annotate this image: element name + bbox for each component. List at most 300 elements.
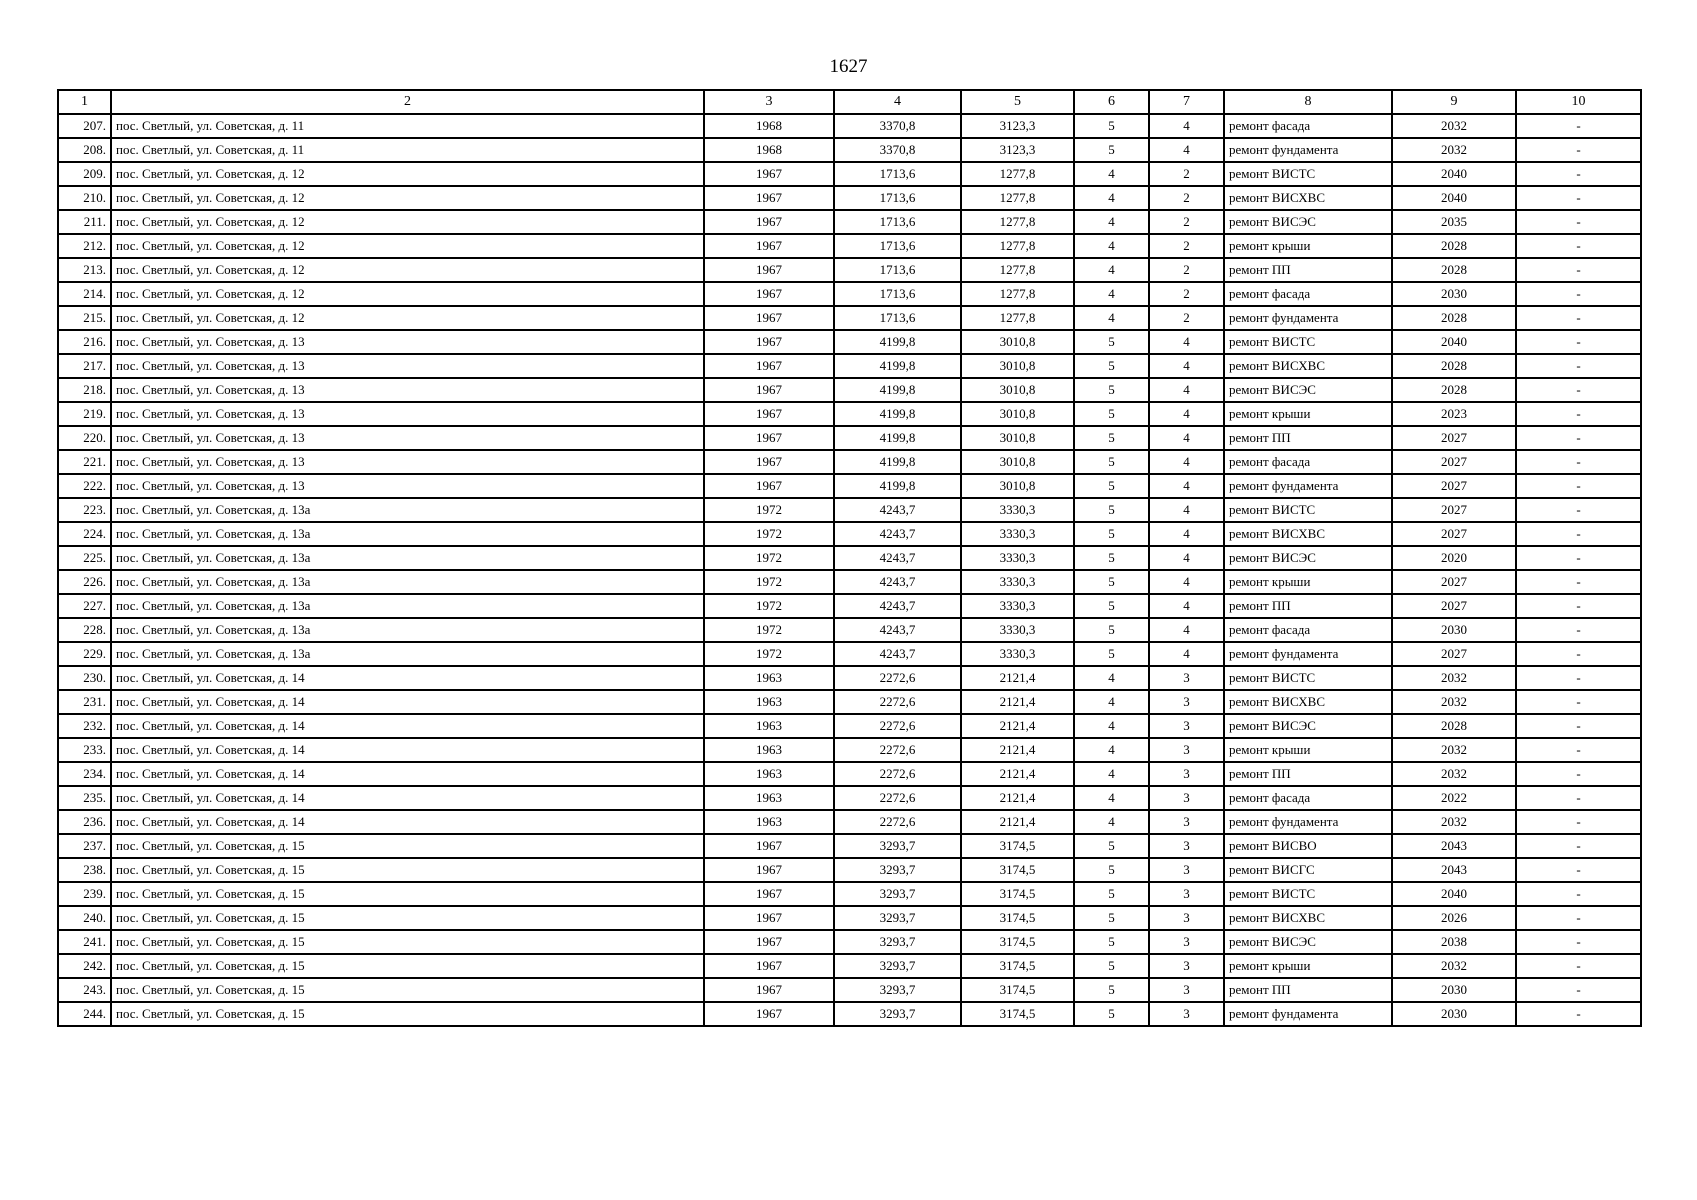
- total-area-cell: 1713,6: [834, 186, 961, 210]
- entrances-cell: 4: [1149, 402, 1224, 426]
- floors-cell: 5: [1074, 330, 1149, 354]
- note-cell: -: [1516, 450, 1641, 474]
- work-type-cell: ремонт крыши: [1224, 402, 1392, 426]
- year-built-cell: 1967: [704, 474, 834, 498]
- total-area-cell: 3293,7: [834, 858, 961, 882]
- planned-year-cell: 2027: [1392, 474, 1516, 498]
- work-type-cell: ремонт ВИСЭС: [1224, 378, 1392, 402]
- table-row: [58, 1002, 1641, 1026]
- year-built-cell: 1972: [704, 618, 834, 642]
- table-row: [58, 714, 1641, 738]
- work-type-cell: ремонт ВИСТС: [1224, 330, 1392, 354]
- entrances-cell: 4: [1149, 618, 1224, 642]
- column-header-2: 2: [111, 90, 704, 114]
- row-number-cell: 232.: [58, 714, 111, 738]
- work-type-cell: ремонт фундамента: [1224, 306, 1392, 330]
- planned-year-cell: 2027: [1392, 498, 1516, 522]
- floors-cell: 4: [1074, 186, 1149, 210]
- table-row: [58, 594, 1641, 618]
- living-area-cell: 3010,8: [961, 402, 1074, 426]
- living-area-cell: 3010,8: [961, 330, 1074, 354]
- planned-year-cell: 2032: [1392, 690, 1516, 714]
- row-number-cell: 212.: [58, 234, 111, 258]
- year-built-cell: 1963: [704, 714, 834, 738]
- row-number-cell: 222.: [58, 474, 111, 498]
- planned-year-cell: 2027: [1392, 594, 1516, 618]
- living-area-cell: 3330,3: [961, 522, 1074, 546]
- floors-cell: 5: [1074, 522, 1149, 546]
- planned-year-cell: 2038: [1392, 930, 1516, 954]
- floors-cell: 5: [1074, 450, 1149, 474]
- address-cell: пос. Светлый, ул. Советская, д. 15: [111, 858, 704, 882]
- year-built-cell: 1972: [704, 594, 834, 618]
- living-area-cell: 3174,5: [961, 930, 1074, 954]
- table-row: [58, 474, 1641, 498]
- total-area-cell: 2272,6: [834, 690, 961, 714]
- year-built-cell: 1963: [704, 810, 834, 834]
- row-number-cell: 231.: [58, 690, 111, 714]
- note-cell: -: [1516, 690, 1641, 714]
- row-number-cell: 207.: [58, 114, 111, 138]
- planned-year-cell: 2020: [1392, 546, 1516, 570]
- planned-year-cell: 2027: [1392, 642, 1516, 666]
- row-number-cell: 240.: [58, 906, 111, 930]
- entrances-cell: 4: [1149, 378, 1224, 402]
- year-built-cell: 1967: [704, 426, 834, 450]
- living-area-cell: 3010,8: [961, 450, 1074, 474]
- floors-cell: 5: [1074, 378, 1149, 402]
- floors-cell: 5: [1074, 114, 1149, 138]
- floors-cell: 4: [1074, 738, 1149, 762]
- work-type-cell: ремонт ВИСТС: [1224, 498, 1392, 522]
- row-number-cell: 244.: [58, 1002, 111, 1026]
- entrances-cell: 4: [1149, 474, 1224, 498]
- table-row: [58, 498, 1641, 522]
- row-number-cell: 219.: [58, 402, 111, 426]
- planned-year-cell: 2040: [1392, 162, 1516, 186]
- table-row: [58, 162, 1641, 186]
- floors-cell: 5: [1074, 1002, 1149, 1026]
- total-area-cell: 3293,7: [834, 978, 961, 1002]
- address-cell: пос. Светлый, ул. Советская, д. 12: [111, 234, 704, 258]
- table-row: [58, 234, 1641, 258]
- planned-year-cell: 2032: [1392, 138, 1516, 162]
- note-cell: -: [1516, 954, 1641, 978]
- work-type-cell: ремонт ПП: [1224, 594, 1392, 618]
- table-row: [58, 858, 1641, 882]
- entrances-cell: 3: [1149, 738, 1224, 762]
- address-cell: пос. Светлый, ул. Советская, д. 13а: [111, 522, 704, 546]
- planned-year-cell: 2027: [1392, 450, 1516, 474]
- address-cell: пос. Светлый, ул. Советская, д. 14: [111, 666, 704, 690]
- row-number-cell: 243.: [58, 978, 111, 1002]
- row-number-cell: 208.: [58, 138, 111, 162]
- work-type-cell: ремонт ПП: [1224, 978, 1392, 1002]
- work-type-cell: ремонт ВИСТС: [1224, 162, 1392, 186]
- work-type-cell: ремонт ВИСХВС: [1224, 522, 1392, 546]
- living-area-cell: 3123,3: [961, 138, 1074, 162]
- floors-cell: 5: [1074, 498, 1149, 522]
- address-cell: пос. Светлый, ул. Советская, д. 14: [111, 786, 704, 810]
- work-type-cell: ремонт ВИСХВС: [1224, 354, 1392, 378]
- total-area-cell: 1713,6: [834, 210, 961, 234]
- floors-cell: 5: [1074, 594, 1149, 618]
- living-area-cell: 2121,4: [961, 714, 1074, 738]
- address-cell: пос. Светлый, ул. Советская, д. 13: [111, 474, 704, 498]
- planned-year-cell: 2032: [1392, 114, 1516, 138]
- year-built-cell: 1967: [704, 210, 834, 234]
- year-built-cell: 1967: [704, 1002, 834, 1026]
- row-number-cell: 233.: [58, 738, 111, 762]
- table-row: [58, 834, 1641, 858]
- year-built-cell: 1963: [704, 666, 834, 690]
- table-row: [58, 666, 1641, 690]
- living-area-cell: 3174,5: [961, 954, 1074, 978]
- floors-cell: 5: [1074, 402, 1149, 426]
- table-row: [58, 354, 1641, 378]
- entrances-cell: 3: [1149, 930, 1224, 954]
- row-number-cell: 236.: [58, 810, 111, 834]
- work-type-cell: ремонт фундамента: [1224, 810, 1392, 834]
- living-area-cell: 3010,8: [961, 354, 1074, 378]
- planned-year-cell: 2040: [1392, 186, 1516, 210]
- work-type-cell: ремонт ПП: [1224, 258, 1392, 282]
- living-area-cell: 1277,8: [961, 162, 1074, 186]
- row-number-cell: 220.: [58, 426, 111, 450]
- planned-year-cell: 2040: [1392, 330, 1516, 354]
- column-header-4: 4: [834, 90, 961, 114]
- row-number-cell: 229.: [58, 642, 111, 666]
- note-cell: -: [1516, 210, 1641, 234]
- repair-schedule-table: [57, 89, 1642, 1027]
- total-area-cell: 2272,6: [834, 786, 961, 810]
- note-cell: -: [1516, 882, 1641, 906]
- floors-cell: 5: [1074, 954, 1149, 978]
- row-number-cell: 210.: [58, 186, 111, 210]
- address-cell: пос. Светлый, ул. Советская, д. 15: [111, 978, 704, 1002]
- year-built-cell: 1967: [704, 234, 834, 258]
- work-type-cell: ремонт фундамента: [1224, 642, 1392, 666]
- row-number-cell: 242.: [58, 954, 111, 978]
- living-area-cell: 3174,5: [961, 1002, 1074, 1026]
- table-row: [58, 258, 1641, 282]
- row-number-cell: 225.: [58, 546, 111, 570]
- note-cell: -: [1516, 834, 1641, 858]
- entrances-cell: 3: [1149, 978, 1224, 1002]
- year-built-cell: 1967: [704, 162, 834, 186]
- note-cell: -: [1516, 378, 1641, 402]
- work-type-cell: ремонт ВИСХВС: [1224, 690, 1392, 714]
- row-number-cell: 235.: [58, 786, 111, 810]
- address-cell: пос. Светлый, ул. Советская, д. 11: [111, 114, 704, 138]
- floors-cell: 5: [1074, 138, 1149, 162]
- table-row: [58, 930, 1641, 954]
- row-number-cell: 238.: [58, 858, 111, 882]
- planned-year-cell: 2028: [1392, 378, 1516, 402]
- page-number: 1627: [829, 56, 868, 77]
- entrances-cell: 4: [1149, 570, 1224, 594]
- table-row: [58, 762, 1641, 786]
- work-type-cell: ремонт ВИСВО: [1224, 834, 1392, 858]
- note-cell: -: [1516, 642, 1641, 666]
- year-built-cell: 1967: [704, 354, 834, 378]
- work-type-cell: ремонт ВИСХВС: [1224, 906, 1392, 930]
- entrances-cell: 3: [1149, 1002, 1224, 1026]
- row-number-cell: 221.: [58, 450, 111, 474]
- table-row: [58, 306, 1641, 330]
- entrances-cell: 3: [1149, 786, 1224, 810]
- column-header-3: 3: [704, 90, 834, 114]
- total-area-cell: 4243,7: [834, 594, 961, 618]
- table-row: [58, 738, 1641, 762]
- row-number-cell: 237.: [58, 834, 111, 858]
- address-cell: пос. Светлый, ул. Советская, д. 13а: [111, 642, 704, 666]
- note-cell: -: [1516, 186, 1641, 210]
- table-row: [58, 522, 1641, 546]
- floors-cell: 4: [1074, 258, 1149, 282]
- living-area-cell: 3123,3: [961, 114, 1074, 138]
- year-built-cell: 1967: [704, 186, 834, 210]
- living-area-cell: 3330,3: [961, 642, 1074, 666]
- table-row: [58, 954, 1641, 978]
- work-type-cell: ремонт ПП: [1224, 426, 1392, 450]
- living-area-cell: 1277,8: [961, 234, 1074, 258]
- year-built-cell: 1972: [704, 498, 834, 522]
- address-cell: пос. Светлый, ул. Советская, д. 15: [111, 930, 704, 954]
- living-area-cell: 3010,8: [961, 378, 1074, 402]
- table-row: [58, 114, 1641, 138]
- address-cell: пос. Светлый, ул. Советская, д. 15: [111, 906, 704, 930]
- living-area-cell: 3010,8: [961, 474, 1074, 498]
- total-area-cell: 3293,7: [834, 882, 961, 906]
- work-type-cell: ремонт ПП: [1224, 762, 1392, 786]
- year-built-cell: 1967: [704, 258, 834, 282]
- total-area-cell: 1713,6: [834, 282, 961, 306]
- total-area-cell: 3293,7: [834, 834, 961, 858]
- living-area-cell: 2121,4: [961, 738, 1074, 762]
- table-row: [58, 690, 1641, 714]
- total-area-cell: 4243,7: [834, 498, 961, 522]
- planned-year-cell: 2027: [1392, 570, 1516, 594]
- note-cell: -: [1516, 930, 1641, 954]
- row-number-cell: 209.: [58, 162, 111, 186]
- table-row: [58, 978, 1641, 1002]
- year-built-cell: 1967: [704, 402, 834, 426]
- table-row: [58, 282, 1641, 306]
- address-cell: пос. Светлый, ул. Советская, д. 15: [111, 954, 704, 978]
- total-area-cell: 4243,7: [834, 522, 961, 546]
- row-number-cell: 213.: [58, 258, 111, 282]
- row-number-cell: 226.: [58, 570, 111, 594]
- floors-cell: 4: [1074, 714, 1149, 738]
- row-number-cell: 218.: [58, 378, 111, 402]
- floors-cell: 4: [1074, 810, 1149, 834]
- planned-year-cell: 2027: [1392, 426, 1516, 450]
- entrances-cell: 3: [1149, 858, 1224, 882]
- note-cell: -: [1516, 162, 1641, 186]
- note-cell: -: [1516, 570, 1641, 594]
- address-cell: пос. Светлый, ул. Советская, д. 12: [111, 282, 704, 306]
- planned-year-cell: 2032: [1392, 666, 1516, 690]
- table-row: [58, 450, 1641, 474]
- note-cell: -: [1516, 306, 1641, 330]
- table-row: [58, 642, 1641, 666]
- note-cell: -: [1516, 426, 1641, 450]
- total-area-cell: 2272,6: [834, 762, 961, 786]
- living-area-cell: 2121,4: [961, 762, 1074, 786]
- floors-cell: 4: [1074, 690, 1149, 714]
- total-area-cell: 4243,7: [834, 618, 961, 642]
- year-built-cell: 1967: [704, 330, 834, 354]
- address-cell: пос. Светлый, ул. Советская, д. 13: [111, 354, 704, 378]
- address-cell: пос. Светлый, ул. Советская, д. 13: [111, 330, 704, 354]
- entrances-cell: 4: [1149, 546, 1224, 570]
- year-built-cell: 1968: [704, 114, 834, 138]
- work-type-cell: ремонт фундамента: [1224, 138, 1392, 162]
- row-number-cell: 217.: [58, 354, 111, 378]
- note-cell: -: [1516, 618, 1641, 642]
- living-area-cell: 3174,5: [961, 978, 1074, 1002]
- note-cell: -: [1516, 1002, 1641, 1026]
- total-area-cell: 4199,8: [834, 330, 961, 354]
- note-cell: -: [1516, 474, 1641, 498]
- entrances-cell: 4: [1149, 426, 1224, 450]
- total-area-cell: 4199,8: [834, 450, 961, 474]
- year-built-cell: 1972: [704, 522, 834, 546]
- entrances-cell: 2: [1149, 162, 1224, 186]
- work-type-cell: ремонт крыши: [1224, 954, 1392, 978]
- note-cell: -: [1516, 402, 1641, 426]
- year-built-cell: 1972: [704, 546, 834, 570]
- work-type-cell: ремонт крыши: [1224, 570, 1392, 594]
- column-header-7: 7: [1149, 90, 1224, 114]
- work-type-cell: ремонт ВИСЭС: [1224, 714, 1392, 738]
- note-cell: -: [1516, 786, 1641, 810]
- entrances-cell: 2: [1149, 234, 1224, 258]
- planned-year-cell: 2035: [1392, 210, 1516, 234]
- floors-cell: 5: [1074, 834, 1149, 858]
- living-area-cell: 1277,8: [961, 210, 1074, 234]
- table-row: [58, 402, 1641, 426]
- year-built-cell: 1967: [704, 450, 834, 474]
- floors-cell: 4: [1074, 306, 1149, 330]
- planned-year-cell: 2028: [1392, 306, 1516, 330]
- year-built-cell: 1972: [704, 642, 834, 666]
- floors-cell: 4: [1074, 210, 1149, 234]
- entrances-cell: 3: [1149, 954, 1224, 978]
- address-cell: пос. Светлый, ул. Советская, д. 14: [111, 810, 704, 834]
- work-type-cell: ремонт ВИСХВС: [1224, 186, 1392, 210]
- note-cell: -: [1516, 594, 1641, 618]
- total-area-cell: 1713,6: [834, 162, 961, 186]
- note-cell: -: [1516, 906, 1641, 930]
- header-row: [58, 90, 1641, 114]
- work-type-cell: ремонт ВИСТС: [1224, 882, 1392, 906]
- note-cell: -: [1516, 522, 1641, 546]
- total-area-cell: 3293,7: [834, 1002, 961, 1026]
- floors-cell: 5: [1074, 618, 1149, 642]
- year-built-cell: 1963: [704, 786, 834, 810]
- year-built-cell: 1967: [704, 834, 834, 858]
- total-area-cell: 4199,8: [834, 426, 961, 450]
- entrances-cell: 4: [1149, 138, 1224, 162]
- planned-year-cell: 2030: [1392, 978, 1516, 1002]
- row-number-cell: 239.: [58, 882, 111, 906]
- address-cell: пос. Светлый, ул. Советская, д. 11: [111, 138, 704, 162]
- address-cell: пос. Светлый, ул. Советская, д. 13: [111, 426, 704, 450]
- column-header-1: 1: [58, 90, 111, 114]
- total-area-cell: 3370,8: [834, 114, 961, 138]
- address-cell: пос. Светлый, ул. Советская, д. 14: [111, 738, 704, 762]
- note-cell: -: [1516, 282, 1641, 306]
- note-cell: -: [1516, 114, 1641, 138]
- column-header-8: 8: [1224, 90, 1392, 114]
- note-cell: -: [1516, 714, 1641, 738]
- living-area-cell: 1277,8: [961, 186, 1074, 210]
- table-row: [58, 186, 1641, 210]
- entrances-cell: 3: [1149, 666, 1224, 690]
- work-type-cell: ремонт фасада: [1224, 618, 1392, 642]
- column-header-10: 10: [1516, 90, 1641, 114]
- entrances-cell: 3: [1149, 762, 1224, 786]
- entrances-cell: 3: [1149, 714, 1224, 738]
- entrances-cell: 2: [1149, 210, 1224, 234]
- address-cell: пос. Светлый, ул. Советская, д. 14: [111, 714, 704, 738]
- address-cell: пос. Светлый, ул. Советская, д. 15: [111, 1002, 704, 1026]
- living-area-cell: 2121,4: [961, 666, 1074, 690]
- row-number-cell: 241.: [58, 930, 111, 954]
- column-header-5: 5: [961, 90, 1074, 114]
- work-type-cell: ремонт ВИСЭС: [1224, 546, 1392, 570]
- year-built-cell: 1968: [704, 138, 834, 162]
- year-built-cell: 1967: [704, 882, 834, 906]
- address-cell: пос. Светлый, ул. Советская, д. 13а: [111, 570, 704, 594]
- living-area-cell: 3330,3: [961, 546, 1074, 570]
- address-cell: пос. Светлый, ул. Советская, д. 13: [111, 378, 704, 402]
- total-area-cell: 1713,6: [834, 234, 961, 258]
- table-row: [58, 882, 1641, 906]
- address-cell: пос. Светлый, ул. Советская, д. 15: [111, 882, 704, 906]
- work-type-cell: ремонт крыши: [1224, 234, 1392, 258]
- total-area-cell: 3293,7: [834, 954, 961, 978]
- year-built-cell: 1972: [704, 570, 834, 594]
- year-built-cell: 1967: [704, 906, 834, 930]
- address-cell: пос. Светлый, ул. Советская, д. 12: [111, 186, 704, 210]
- year-built-cell: 1967: [704, 378, 834, 402]
- row-number-cell: 228.: [58, 618, 111, 642]
- floors-cell: 5: [1074, 354, 1149, 378]
- living-area-cell: 3330,3: [961, 594, 1074, 618]
- entrances-cell: 4: [1149, 330, 1224, 354]
- total-area-cell: 2272,6: [834, 714, 961, 738]
- note-cell: -: [1516, 330, 1641, 354]
- address-cell: пос. Светлый, ул. Советская, д. 13: [111, 402, 704, 426]
- entrances-cell: 2: [1149, 258, 1224, 282]
- table-row: [58, 570, 1641, 594]
- work-type-cell: ремонт фундамента: [1224, 1002, 1392, 1026]
- planned-year-cell: 2030: [1392, 1002, 1516, 1026]
- floors-cell: 5: [1074, 570, 1149, 594]
- table-row: [58, 330, 1641, 354]
- entrances-cell: 4: [1149, 594, 1224, 618]
- planned-year-cell: 2028: [1392, 258, 1516, 282]
- note-cell: -: [1516, 498, 1641, 522]
- planned-year-cell: 2032: [1392, 810, 1516, 834]
- table-row: [58, 546, 1641, 570]
- living-area-cell: 3174,5: [961, 834, 1074, 858]
- floors-cell: 5: [1074, 906, 1149, 930]
- work-type-cell: ремонт фасада: [1224, 114, 1392, 138]
